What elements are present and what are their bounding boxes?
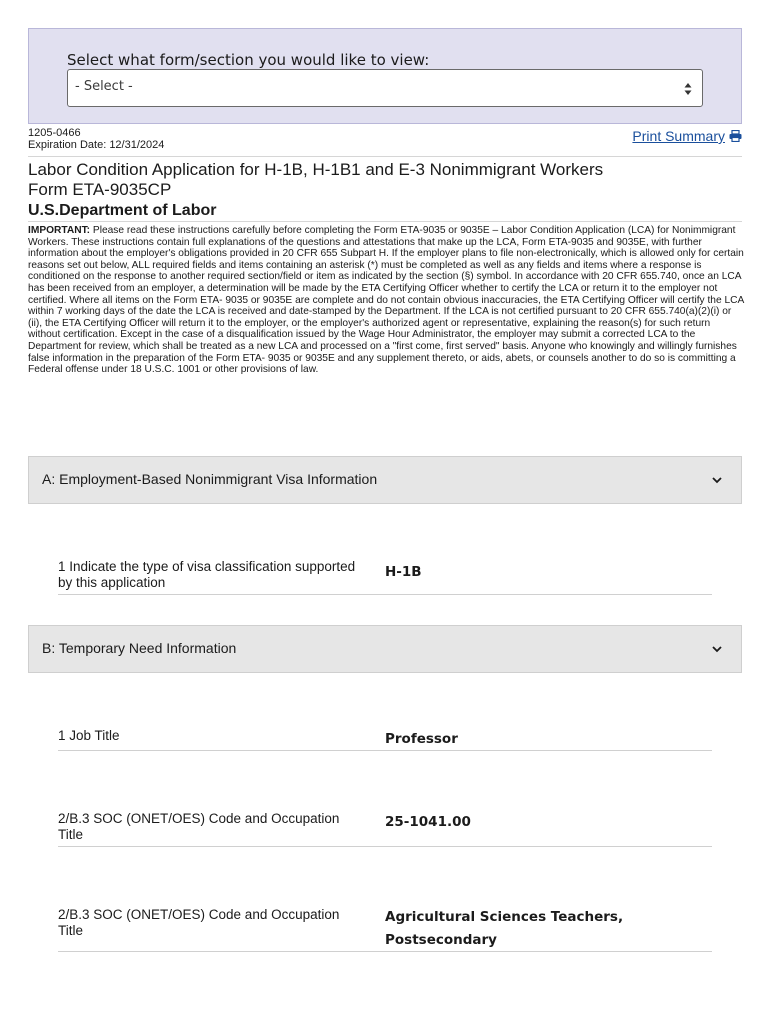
important-label: IMPORTANT: [28,225,91,236]
omb-meta [28,127,164,151]
field-row-visa-classification [58,558,712,595]
field-label: 1 Indicate the type of visa classification supported by this application [58,559,356,590]
expiration-date: Expiration Date: 12/31/2024 [28,139,165,151]
header-divider [28,156,742,157]
instructions-text: Please read these instructions carefully before completing the Form ETA-9035 or 9035E – Labor Condition Application (LCA) for Nonimmigrant Workers. These instructions contain full explanations of the questions and attestations that make up the LCA, Form ETA-9035 and 9035E, with further information about the employer's obligations provided in 20 CFR 655 Subpart H. If the employer plans to file non-electronically, which is allowed only for certain reasons set out below, ALL required fields and items containing an asterisk (*) must be completed as well as any fields and items where a response is conditioned on the response to another required section/field or item as indicated by the section (§) symbol. In accordance with 20 CFR 655.740, once an LCA has been received from an employer, a determination will be made by the ETA Certifying Officer whether to certify the LCA or return it to the employer not certified. Where all items on the Form ETA- 9035 or 9035E are complete and do not contain obvious inaccuracies, the ETA Certifying Officer will certify the LCA within 7 working days of the date the LCA is received and date-stamped by the Department. If the LCA is not certified pursuant to 20 CFR 655.740(a)(2)(i) or (ii), the ETA Certifying Officer will return it to the employer, or the employer's authorized agent or representative, explaining the reason(s) for such return without certification. Except in the case of a disqualification issued by the Wage Hour Administrator, the employer may submit a corrected LCA to the Department for review, which shall be treated as a new LCA and processed on a "first come, first served" basis. Anyone who knowingly and willingly furnishes false information in the preparation of the Form ETA- 9035 or 9035E and any supplement thereto, or aids, abets, or counsels another to do so is committing a Federal offense under 18 U.S.C. 1001 or other provisions of law. [28,225,744,376]
omb-number: 1205-0466 [28,127,81,139]
title-divider [28,221,742,222]
field-label: 1 Job Title [58,728,120,743]
select-current-value: - Select - [75,79,133,94]
field-label: 2/B.3 SOC (ONET/OES) Code and Occupation Title [58,907,340,938]
page-title: Labor Condition Application for H-1B, H-1B1 and E-3 Nonimmigrant Workers [28,160,604,179]
important-instructions [28,225,744,376]
chevron-down-icon [711,643,723,655]
form-number: Form ETA-9035CP [28,180,172,199]
selector-label: Select what form/section you would like to view: [67,51,430,69]
print-summary-label: Print Summary [632,128,725,144]
form-section-selector-panel [28,28,742,124]
field-row-occupation-title [58,905,712,952]
section-b-accordion[interactable] [28,625,742,673]
section-a-title: A: Employment-Based Nonimmigrant Visa Information [42,471,378,487]
form-section-select[interactable] [67,69,703,107]
field-value: 25-1041.00 [385,814,471,830]
chevron-down-icon [711,474,723,486]
field-label: 2/B.3 SOC (ONET/OES) Code and Occupation Title [58,811,340,842]
field-row-job-title [58,727,712,751]
print-summary-link[interactable] [632,128,742,144]
section-a-accordion[interactable] [28,456,742,504]
field-value: Professor [385,731,458,747]
section-b-title: B: Temporary Need Information [42,640,237,656]
field-value: Agricultural Sciences Teachers, Postsecondary [385,909,624,948]
sort-caret-icon [684,82,692,96]
printer-icon [729,130,742,142]
field-value: H-1B [385,564,422,580]
department-name: U.S.Department of Labor [28,202,217,219]
field-row-soc-code [58,810,712,847]
